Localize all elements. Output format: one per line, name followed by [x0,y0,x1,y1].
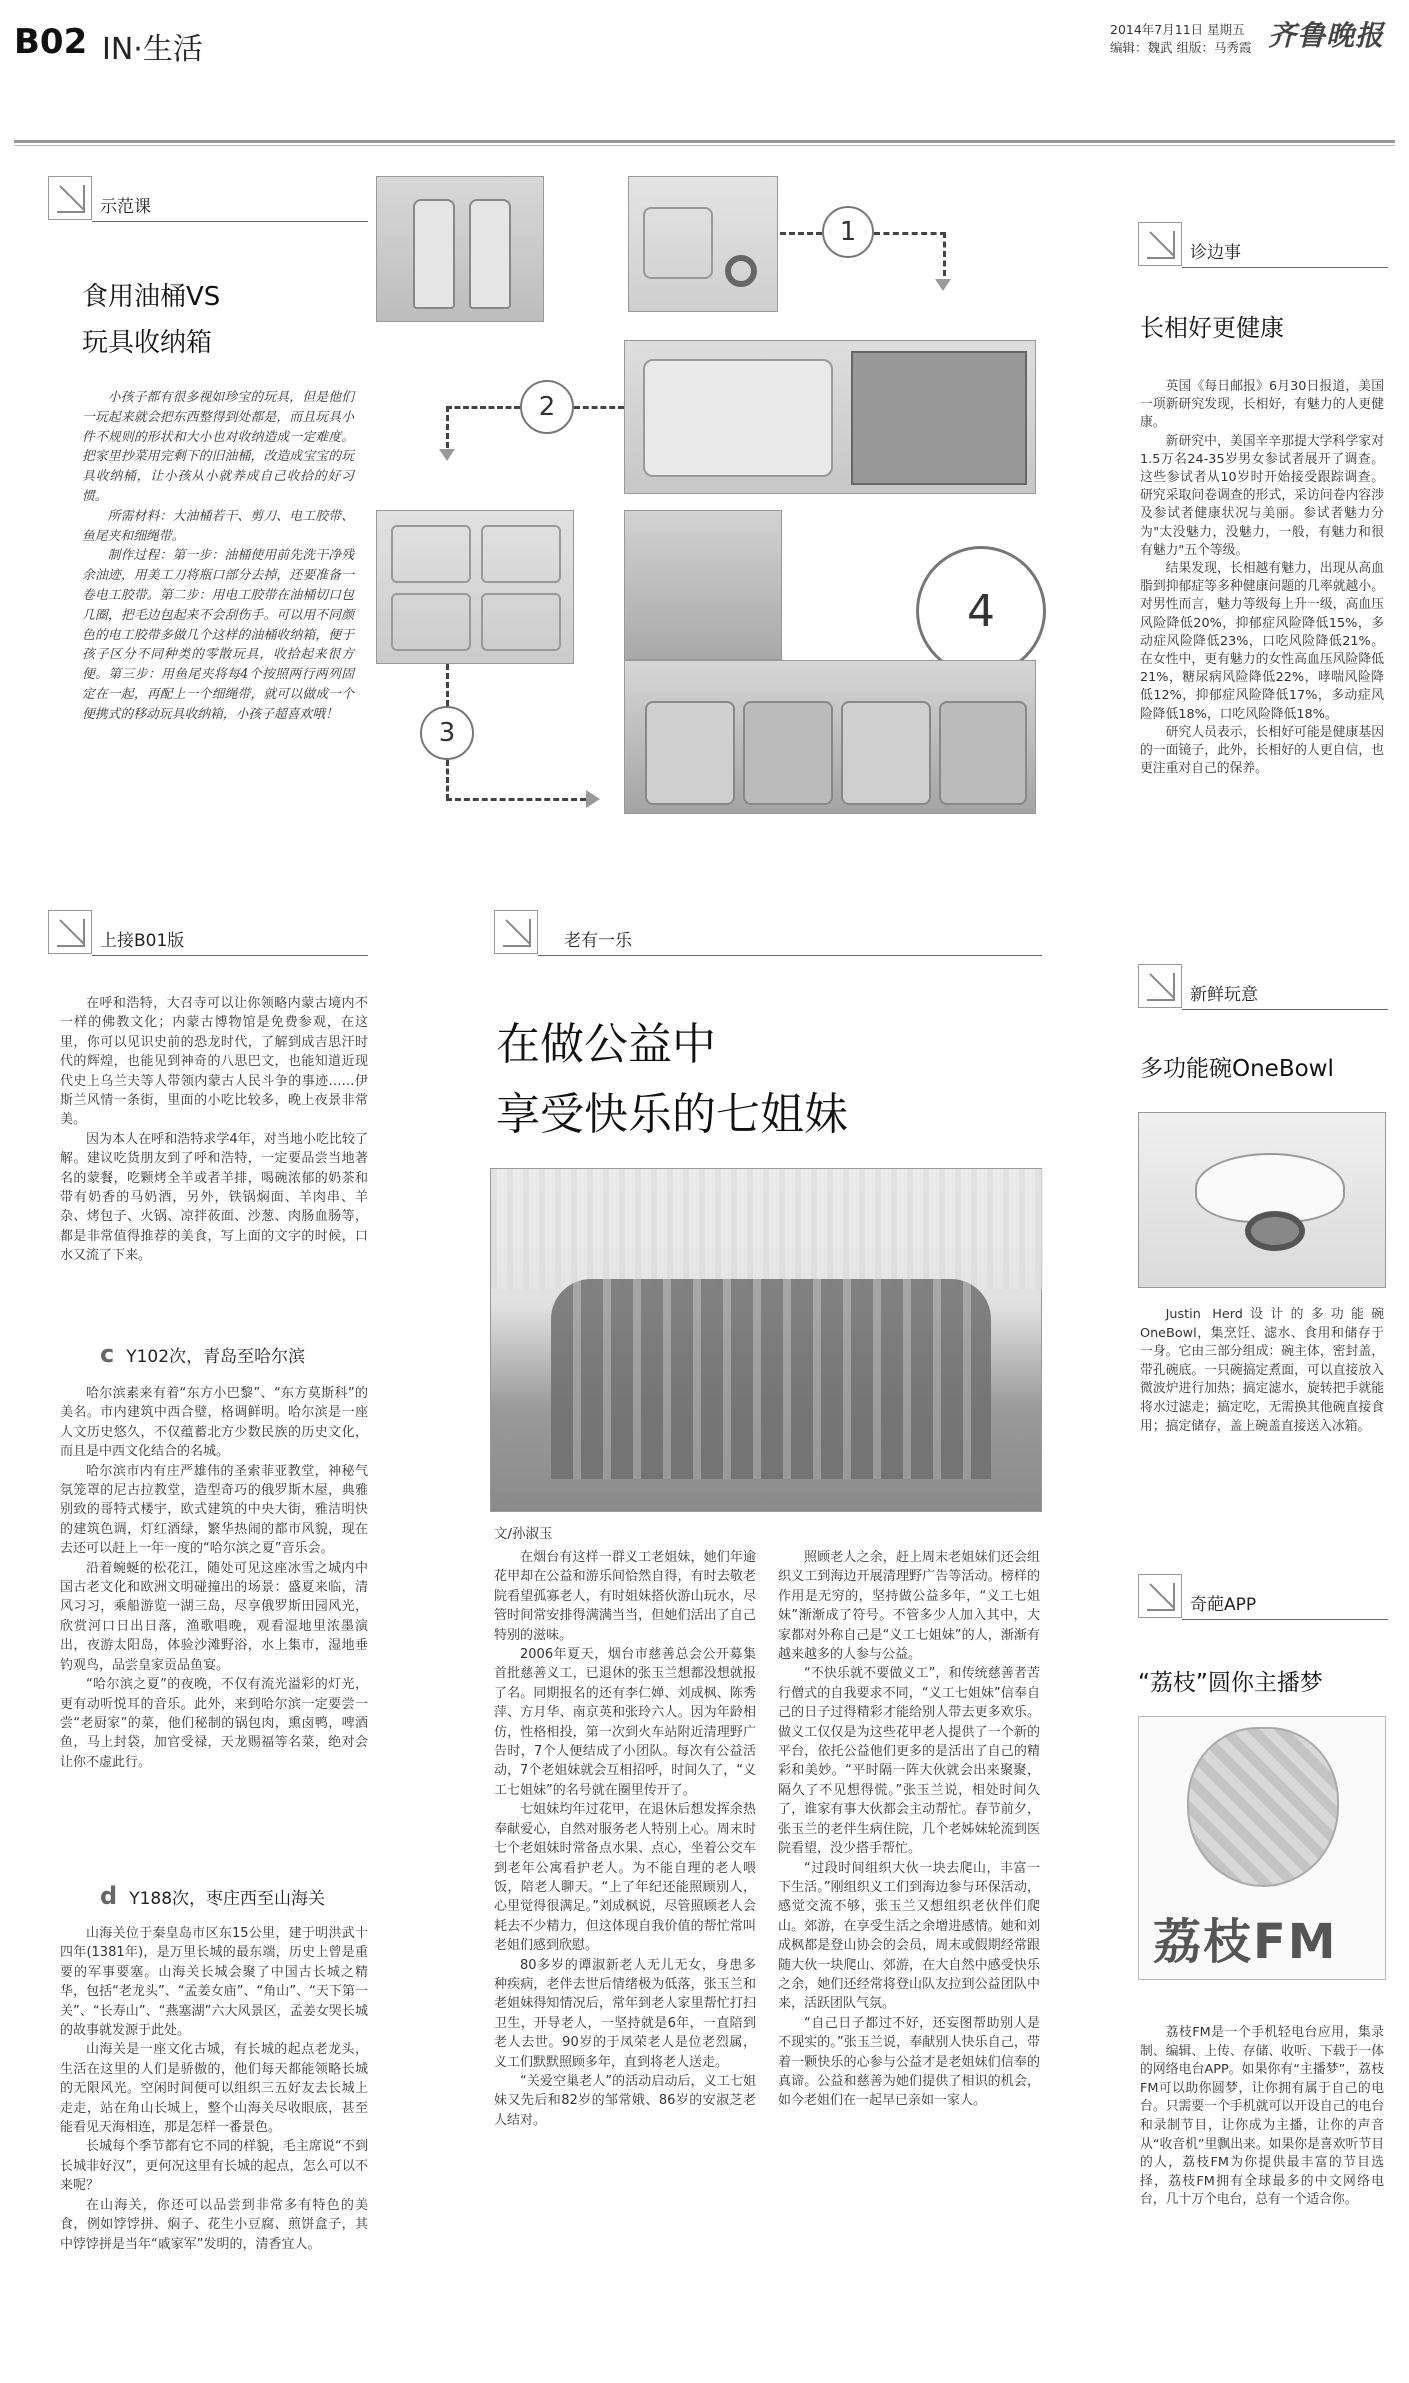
corner-arrow-icon [48,176,92,220]
feature-tag: 老有一乐 [564,931,632,951]
health-p3: 结果发现，长相越有魅力，出现从高血脂到抑郁症等多种健康问题的几率就越小。对男性而言，魅力等级每上升一级，高血压风险降低20%，抑郁症风险降低15%，多动症风险降低23%，口吃风险降低21%。在女性中，更有魅力的女性高血压风险降低21%，糖尿病风险降低22%，哮喘风险降低12%，抑郁症风险降低17%，多动症风险降低18%，口吃风险降低18%。 [1140,561,1384,722]
bottle-icon [413,199,455,309]
group-people [551,1279,991,1479]
tape-roll-icon [725,255,757,287]
subhead-d-letter: d [100,1882,118,1910]
cont-p2: 因为本人在呼和浩特求学4年，对当地小吃比较了解。建议吃货朋友到了呼和浩特，一定要品尝当地著名的蒙餐，吃颗烤全羊或者羊排，喝碗浓郁的奶茶和带有奶香的马奶酒，另外，铁锅焖面、羊肉串、羊杂、烤包子、火锅、凉拌莜面、沙葱、肉肠血肠等，都是非常值得推荐的美食，写上面的文字的时候，口水又流了下来。 [60,1131,368,1264]
app-body: 荔枝FM是一个手机轻电台应用，集录制、编辑、上传、存储、收听、下载于一体的网络电台APP。如果你有“主播梦”，荔枝FM可以助你圆梦，让你拥有属于自己的电台。只需要一个手机就可以开设自己的电台和录制节目，让你成为主播，让你的声音从“收音机”里飘出来。如果你是喜欢听节目的人，荔枝FM为你提供最丰富的节目选择，荔枝FM拥有全球最多的中文网络电台，几十万个电台，总有一个适合你。 [1140,2025,1384,2208]
cont-body-top [60,994,368,1266]
cont-p5: 沿着蜿蜒的松花江，随处可见这座冰雪之城内中国古老文化和欧洲文明碰撞出的场景：盛夏来临，清风习习，乘船游览一湖三岛，尽享俄罗斯田园风光，欣赏河口日出日落，渔歌唱晚，观看湿地里浓墨演出，夜游太阳岛，体验沙滩野浴，水上集市，湿地垂钓观鸟，品尝皇家贡品鱼宴。 [60,1560,368,1673]
lizhi-logo [1138,1716,1386,1980]
toy-bottles-photo [624,510,782,660]
finished-box-photo [624,660,1036,814]
fresh-title: 多功能碗OneBowl [1140,1056,1334,1082]
lychee-icon [1187,1727,1339,1887]
subhead-c-text: Y102次，青岛至哈尔滨 [126,1346,306,1367]
seven-sisters-photo [490,1168,1042,1512]
header-rule [14,140,1395,143]
cont-p1: 在呼和浩特，大召寺可以让你领略内蒙古境内不一样的佛教文化；内蒙古博物馆是免费参观，在这里，你可以见识史前的恐龙时代，了解到成吉思汗时代的辉煌，也能见到神奇的八思巴文，也能知道近现代史上乌兰夫等人带领内蒙古人民斗争的事迹……伊斯兰风情一条街，里面的小吃比较多，晚上夜景非常美。 [60,996,368,1128]
issue-date: 2014年7月11日 星期五 [1110,22,1245,37]
feature-title-line1: 在做公益中 [496,1019,716,1070]
cont-p10: 在山海关，你还可以品尝到非常多有特色的美食，例如饽饽拼、焖子、花生小豆腐、煎饼盒子，其中饽饽拼是当年“戚家军”发明的，清香宜人。 [60,2197,368,2252]
cont-p4: 哈尔滨市内有庄严雄伟的圣索菲亚教堂，神秘气氛笼罩的尼古拉教堂，造型奇巧的俄罗斯木屋，典雅别致的哥特式楼宇，欧式建筑的中央大街，雅洁明快的建筑色调，灯红酒绿，繁华热闹的都市风貌，现在去还可以赶上一年一度的“哈尔滨之夏”音乐会。 [60,1463,368,1557]
section-name: IN·生活 [102,32,203,67]
feature-title-line2: 享受快乐的七姐妹 [496,1089,848,1140]
feature-c2-p3: “过段时间组织大伙一块去爬山，丰富一下生活。”刚组织义工们到海边参与环保活动，感觉交流不够，张玉兰又想组织老伙伴们爬山。郊游，在享受生活之余增进感情。她和刘成枫都是登山协会的会员，周末或假期经常跟随大伙一块爬山、郊游，在大自然中感受快乐之余，她们还经常将登山队友拉到公益团队中来，活跃团队气氛。 [778,1860,1040,2012]
corner-arrow-icon [494,910,538,954]
health-p2: 新研究中，美国辛辛那提大学科学家对1.5万名24-35岁男女参试者展开了调查。这些参试者从10岁时开始接受跟踪调查。研究采取问卷调查的形式，采访问卷内容涉及参试者健康状况与美丽。参试者魅力分为"太没魅力，没魅力，一般，有魅力和很有魅力"五个等级。 [1140,433,1384,558]
demo-title-line1: 食用油桶VS [82,282,221,312]
feature-c2-p1: 照顾老人之余，赶上周末老姐妹们还会组织义工到海边开展清理野广告等活动。榜样的作用是无穷的，坚持做公益多年，“义工七姐妹”渐渐成了符号。不管多少人加入其中，大家都对外称自己是“义工七姐妹”的人，渐渐有越来越多的人参与公益。 [778,1550,1040,1663]
taped-bottles-photo [624,340,1036,494]
health-p4: 研究人员表示，长相好可能是健康基因的一面镜子，此外，长相好的人更自信，也更注重对自己的保养。 [1140,724,1384,777]
demo-materials: 所需材料：大油桶若干、剪刀、电工胶带、鱼尾夹和细绳带。 [82,508,354,544]
feature-c1-p3: 七姐妹均年过花甲，在退休后想发挥余热奉献爱心，自然对服务老人特别上心。周末时七个老姐妹时常备点水果、点心，坐着公交车到老年公寓看护老人。为不能自理的老人喂饭，陪老人聊天。“上了年纪还能照顾别人，心里觉得很满足。”刘成枫说，尽管照顾老人会耗去不少精力，但这体现自我价值的帮忙常叫老姐们感到欣慰。 [494,1802,756,1954]
health-body [1140,378,1384,778]
subhead-d-text: Y188次，枣庄西至山海关 [129,1888,326,1909]
editor-credit: 编辑：魏武 组版：马秀霞 [1110,40,1252,55]
arrow-down-icon [439,449,455,461]
subhead-d [100,1882,325,1910]
cont-p3: 哈尔滨素来有着“东方小巴黎”、“东方莫斯科”的美名。市内建筑中西合璧，格调鲜明。哈尔滨是一座人文历史悠久，不仅蕴蓄北方少数民族的历史文化，而且是中西文化结合的名城。 [60,1386,368,1460]
cont-body-bottom [60,1924,368,2254]
cont-p6: “哈尔滨之夏”的夜晚，不仅有流光溢彩的灯光，更有动听悦耳的音乐。此外，来到哈尔滨一定要尝一尝“老厨家”的菜，他们秘制的锅包肉，熏卤鸭，啤酒鱼，马上封袋，加官受禄，天龙赐福等名菜，绝对会让你不虚此行。 [60,1677,368,1770]
corner-arrow-icon [48,910,92,954]
demo-tag: 示范课 [100,197,151,217]
health-tag: 诊边事 [1190,243,1241,263]
app-tag: 奇葩APP [1190,1595,1257,1615]
demo-title-line2: 玩具收纳箱 [82,328,213,358]
page-code: B02 [14,22,88,62]
cont-p7: 山海关位于秦皇岛市区东15公里，建于明洪武十四年(1381年)，是万里长城的最东端，历史上曾是重要的军事要塞。山海关长城会聚了中国古长城之精华，包括“老龙头”、“孟姜女庙”、“角山”、“天下第一关”、“长寿山”、“燕塞湖”六大风景区，孟姜女哭长城的故事就发源于此处。 [60,1926,368,2039]
health-title: 长相好更健康 [1140,314,1284,342]
step-3-badge: 3 [420,706,474,760]
feature-c1-p4: 80多岁的谭淑新老人无儿无女，身患多种疾病，老伴去世后情绪极为低落，张玉兰和老姐妹得知情况后，常年到老人家里帮忙打扫卫生，开导老人，一坚持就是6年，一直陪到老人去世。90岁的于凤荣老人是位老烈属，义工们默默照顾多年，直到将老人送走。 [494,1957,756,2070]
onebowl-photo [1138,1112,1386,1288]
feature-col2 [778,1548,1040,2111]
step-2-badge: 2 [520,380,574,434]
oil-bottles-photo [376,176,544,322]
feature-col1 [494,1548,756,2130]
page-header [0,0,1409,150]
clipped-bottles-photo [376,510,574,664]
step-1-badge: 1 [822,206,874,258]
demo-body [82,388,354,725]
cont-section-head [48,910,368,964]
corner-arrow-icon [1138,964,1182,1008]
lizhi-logo-text: 荔枝FM [1153,1914,1338,1970]
cont-tag: 上接B01版 [100,931,185,951]
subhead-c-letter: c [100,1340,115,1368]
app-section-head [1138,1574,1388,1628]
feature-c1-p2: 2006年夏天，烟台市慈善总会公开募集首批慈善义工，已退休的张玉兰想都没想就报了名。同期报名的还有李仁婵、刘成枫、陈秀萍、方月华、南京英和张玲六人。因为年龄相仿，性格相投，第一次到火车站附近清理野广告时，7个人便结成了小团队。每次有公益活动，7个老姐妹就会互相招呼，时间久了，“义工七姐妹”的名号就在圈里传开了。 [494,1647,757,1798]
cut-bottle-photo [628,176,778,312]
cont-p9: 长城每个季节都有它不同的样貌，毛主席说“不到长城非好汉”，更何况这里有长城的起点，怎么可以不来呢？ [60,2139,368,2194]
feature-c2-p2: “不快乐就不要做义工”，和传统慈善者苦行僧式的自我要求不同，“义工七姐妹”信奉自己的日子过得精彩才能给别人带去更多欢乐。做义工仅仅是为这些花甲老人提供了一个新的平台，依托公益他们更多的是活出了自己的精彩和美妙。“平时隔一阵大伙就会出来聚聚，隔久了不见想得慌。”张玉兰说，相处时间久了，谁家有事大伙都会主动帮忙。春节前夕，张玉兰的老伴生病住院，几个老姊妹轮流到医院看望，没少搭手帮忙。 [778,1666,1040,1857]
arrow-right-icon [586,790,600,808]
app-title: “荔枝”圆你主播梦 [1138,1670,1323,1696]
header-rule-thin [14,145,1395,146]
feature-c2-p4: “自己日子都过不好，还妄图帮助别人是不现实的。”张玉兰说，奉献别人快乐自己，带着一颗快乐的心参与公益才是老姐妹们信奉的真谛。公益和慈善为她们提供了相识的机会，如今老姐们在一起早已亲如一家人。 [778,2015,1040,2109]
health-section-head [1138,222,1388,276]
fresh-tag: 新鲜玩意 [1190,985,1258,1005]
fresh-body: Justin Herd设计的多功能碗OneBowl，集烹饪、滤水、食用和储存于一身。它由三部分组成：碗主体，密封盖，带孔碗底。一只碗搞定煮面，可以直接放入微波炉进行加热；搞定滤水，旋转把手就能将水过滤走；搞定吃，无需换其他碗直接食用；搞定储存，盖上碗盖直接送入冰箱。 [1140,1307,1384,1434]
demo-intro: 小孩子都有很多视如珍宝的玩具，但是他们一玩起来就会把东西整得到处都是，而且玩具小件不规则的形状和大小也对收纳造成一定难度。把家里抄菜用完剩下的旧油桶，改造成宝宝的玩具收纳桶，让小孩从小就养成自己收拾的好习惯。 [82,390,354,504]
fresh-section-head [1138,964,1388,1018]
corner-arrow-icon [1138,222,1182,266]
demo-section-head [48,176,368,230]
health-p1: 英国《每日邮报》6月30日报道，美国一项新研究发现，长相好，有魅力的人更健康。 [1140,379,1384,431]
cont-body-mid [60,1384,368,1772]
corner-arrow-icon [1138,1574,1182,1618]
subhead-c [100,1340,305,1368]
demo-steps: 制作过程：第一步：油桶使用前先洗干净残余油迹，用美工刀将瓶口部分去掉，还要准备一卷电工胶带。第二步：用电工胶带在油桶切口包几圈，把毛边包起来不会刮伤手。可以用不同颜色的电工胶带多做几个这样的油桶收纳箱，便于孩子区分不同种类的零散玩具，收拾起来很方便。第三步：用鱼尾夹将每4个按照两行两列固定在一起，再配上一个细绳带，就可以做成一个便携式的移动玩具收纳箱，小孩子超喜欢哦！ [82,548,354,722]
feature-section-head [494,910,1042,964]
cont-p8: 山海关是一座文化古城，有长城的起点老龙头，生活在这里的人们是骄傲的，他们每天都能领略长城的无限风光。空闲时间便可以组织三五好友去长城上走走，站在角山长城上，整个山海关尽收眼底，甚至能看见天海相连，那是怎样一番景色。 [60,2042,368,2136]
feature-c1-p5: “关爱空巢老人”的活动启动后，义工七姐妹又先后和82岁的邹常娥、86岁的安淑芝老人结对。 [494,2073,756,2128]
arrow-down-icon [935,279,951,291]
feature-c1-p1: 在烟台有这样一群义工老姐妹，她们年逾花甲却在公益和游乐间恰然自得，有时去敬老院看望孤寡老人，有时姐妹搭伙游山玩水，尽管时间常安排得满满当当，但她们活出了自己特别的滋味。 [494,1550,756,1643]
disc-icon [1245,1211,1305,1251]
feature-byline: 文/孙淑玉 [494,1526,553,1542]
bottle-icon [469,199,511,309]
paper-logo: 齐鲁晚报 [1268,19,1385,52]
step-4-badge: 4 [916,546,1046,676]
